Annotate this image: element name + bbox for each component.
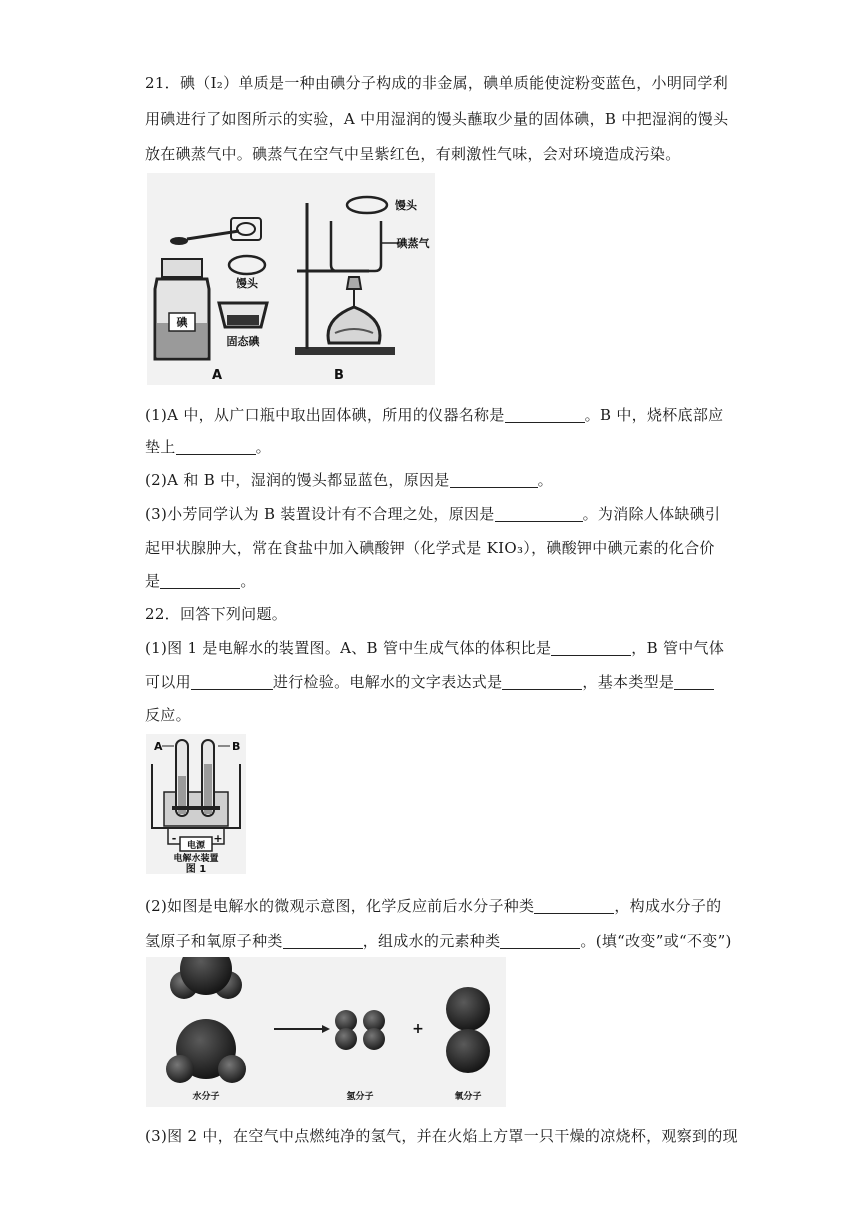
q21-line-3: 放在碘蒸气中。碘蒸气在空气中呈紫红色，有刺激性气味，会对环境造成污染。 bbox=[145, 145, 681, 163]
answer-blank-3[interactable] bbox=[450, 472, 538, 488]
answer-blank-2[interactable] bbox=[176, 439, 256, 455]
mantou-b bbox=[347, 197, 387, 213]
answer-blank-5[interactable] bbox=[160, 573, 240, 589]
answer-blank-6[interactable] bbox=[551, 640, 631, 656]
water-molecule-2 bbox=[166, 1019, 246, 1083]
electrolysis-figure bbox=[146, 734, 246, 874]
q21-p3-line1: (3)小芳同学认为 B 装置设计有不合理之处，原因是 。为消除人体缺碘引 bbox=[145, 505, 721, 523]
answer-blank-10[interactable] bbox=[534, 898, 614, 914]
minus-sign: - bbox=[171, 832, 177, 845]
answer-blank-9[interactable] bbox=[674, 674, 714, 690]
beaker bbox=[331, 221, 381, 271]
mantou-held bbox=[231, 218, 261, 240]
q22-p2-line2: 氢原子和氧原子种类 ，组成水的元素种类 。(填“改变”或“不变”) bbox=[145, 932, 732, 950]
bottle-stopper bbox=[162, 259, 202, 277]
answer-blank-8[interactable] bbox=[502, 674, 582, 690]
answer-blank-12[interactable] bbox=[500, 933, 580, 949]
q22-p3-line1: (3)图 2 中，在空气中点燃纯净的氢气，并在火焰上方罩一只干燥的凉烧杯，观察到的现 bbox=[145, 1127, 738, 1145]
spoon-bowl bbox=[170, 237, 188, 245]
q22-p2-line1: (2)如图是电解水的微观示意图，化学反应前后水分子种类 ，构成水分子的 bbox=[145, 897, 722, 915]
q21-p2: (2)A 和 B 中，湿润的馒头都显蓝色，原因是 。 bbox=[145, 471, 553, 489]
q21-p3-line2: 起甲状腺肿大，常在食盐中加入碘酸钾（化学式是 KIO₃），碘酸钾中碘元素的化合价 bbox=[145, 539, 715, 557]
figure-1-caption: 图 1 bbox=[185, 864, 207, 874]
q21-p1-line2: 垫上 。 bbox=[145, 438, 271, 456]
answer-blank-7[interactable] bbox=[191, 674, 273, 690]
tube-label-b: B bbox=[232, 740, 241, 753]
label-mantou-a: 馒头 bbox=[236, 277, 258, 290]
iodine-experiment-figure bbox=[147, 173, 435, 385]
oxygen-molecule bbox=[446, 987, 490, 1073]
q21-line-1: 21．碘（I₂）单质是一种由碘分子构成的非金属，碘单质能使淀粉变蓝色，小明同学利 bbox=[145, 74, 729, 92]
label-hydrogen-molecule: 氢分子 bbox=[346, 1092, 374, 1102]
q21-line-2: 用碘进行了如图所示的实验，A 中用湿润的馒头蘸取少量的固体碘，B 中把湿润的馒头 bbox=[145, 110, 729, 128]
q21-p1-line1: (1)A 中，从广口瓶中取出固体碘，所用的仪器名称是 。B 中，烧杯底部应 bbox=[145, 406, 724, 424]
q22-title: 22．回答下列问题。 bbox=[145, 605, 288, 623]
water-molecule-1 bbox=[170, 957, 242, 999]
label-solid-iodine: 固态碘 bbox=[226, 335, 260, 348]
plus-sign: + bbox=[213, 832, 223, 845]
device-label: 电解水装置 bbox=[173, 854, 219, 864]
power-label: 电源 bbox=[186, 841, 206, 851]
plus-sign-micro: + bbox=[412, 1021, 424, 1037]
label-oxygen-molecule: 氧分子 bbox=[454, 1092, 482, 1102]
q22-p1-line1: (1)图 1 是电解水的装置图。A、B 管中生成气体的体积比是 ，B 管中气体 bbox=[145, 639, 725, 657]
tube-label-a: A bbox=[154, 740, 163, 753]
label-mantou-b: 馒头 bbox=[395, 199, 417, 212]
answer-blank-4[interactable] bbox=[495, 506, 583, 522]
label-water-molecule: 水分子 bbox=[192, 1092, 220, 1102]
answer-blank-1[interactable] bbox=[505, 407, 585, 423]
stand-base bbox=[295, 347, 395, 355]
mantou-a bbox=[229, 256, 265, 274]
bottle-label-text: 碘 bbox=[176, 316, 188, 329]
micro-diagram-figure bbox=[146, 957, 506, 1107]
alcohol-lamp bbox=[328, 307, 380, 343]
label-b: B bbox=[334, 368, 344, 383]
q22-p1-line3: 反应。 bbox=[145, 706, 191, 724]
lamp-flame bbox=[347, 277, 361, 289]
answer-blank-11[interactable] bbox=[283, 933, 363, 949]
q21-p3-line3: 是 。 bbox=[145, 572, 256, 590]
label-iodine-vapor: 碘蒸气 bbox=[396, 237, 430, 250]
label-a: A bbox=[211, 368, 223, 383]
q22-p1-line2: 可以用 进行检验。电解水的文字表达式是 ，基本类型是 bbox=[145, 671, 714, 692]
hydrogen-molecules bbox=[335, 1010, 385, 1050]
